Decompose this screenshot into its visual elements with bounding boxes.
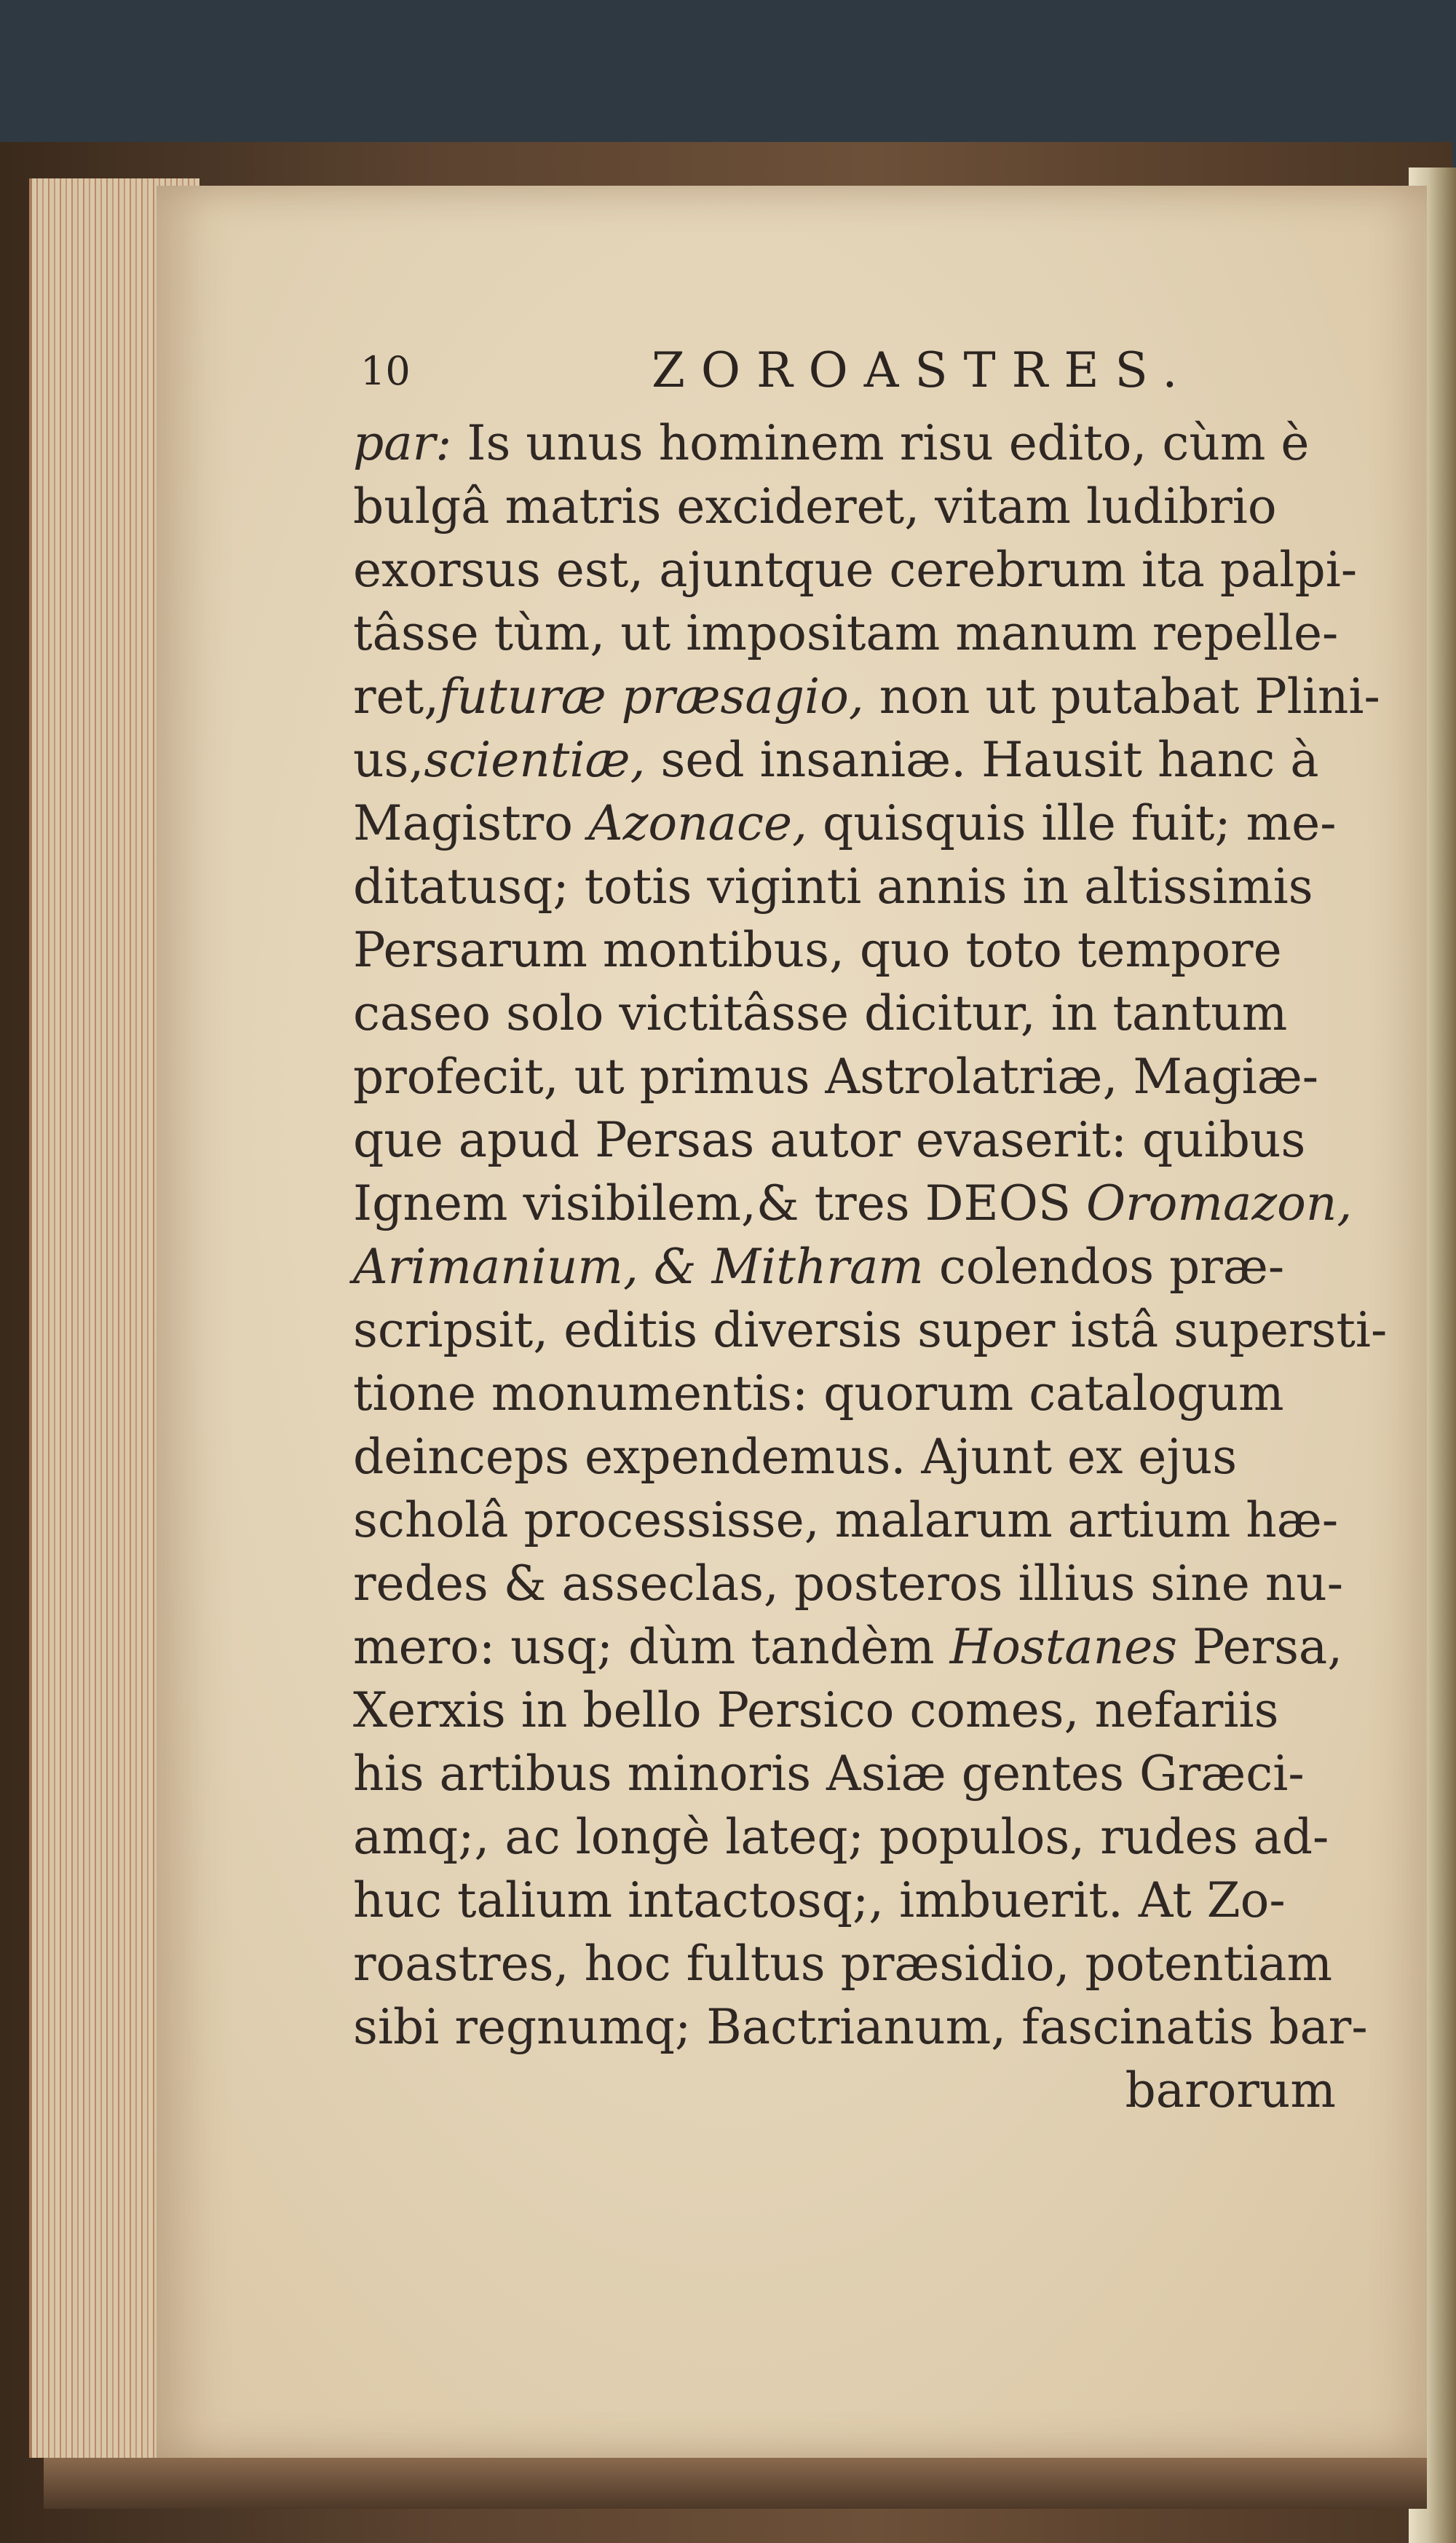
- text-line: amq;, ac longè lateq; populos, rudes ad-: [353, 1809, 1329, 1865]
- text-line: [353, 792, 1365, 855]
- text-line: [353, 665, 1380, 728]
- page-number: 10: [360, 348, 411, 394]
- text-line: [353, 728, 1365, 792]
- text-line: tione monumentis: quorum catalogum: [353, 1365, 1284, 1422]
- text-line: [353, 411, 1365, 475]
- text-line: huc talium intactosq;, imbuerit. At Zo-: [353, 1872, 1286, 1928]
- text-line: scholâ processisse, malarum artium hæ-: [353, 1492, 1339, 1548]
- text-line: deinceps expendemus. Ajunt ex ejus: [353, 1429, 1238, 1485]
- text-fragment: non ut putabat Plini-: [863, 669, 1380, 725]
- text-fragment: Azonace,: [587, 795, 807, 851]
- text-fragment: futuræ præsagio,: [439, 669, 864, 725]
- text-line: [353, 1235, 1365, 1298]
- page-header: [360, 342, 1194, 408]
- text-line: scripsit, editis diversis super istâ supersti-: [353, 1302, 1388, 1358]
- text-fragment: Oromazon,: [1086, 1175, 1353, 1231]
- text-line: [353, 1172, 1365, 1235]
- text-line: exorsus est, ajuntque cerebrum ita palpi-: [353, 542, 1358, 598]
- cover-bottom-edge: [44, 2458, 1427, 2509]
- text-fragment: Persa,: [1177, 1619, 1343, 1675]
- text-line: bulgâ matris excideret, vitam ludibrio: [353, 478, 1277, 535]
- text-fragment: Is unus hominem risu edito, cùm è: [451, 415, 1310, 471]
- text-fragment: colendos præ-: [923, 1239, 1285, 1295]
- text-fragment: Mithram: [711, 1239, 924, 1295]
- text-fragment: Arimanium,: [353, 1239, 638, 1295]
- text-line: roastres, hoc fultus præsidio, potentiam: [353, 1936, 1333, 1992]
- text-line: sibi regnumq; Bactrianum, fascinatis bar-: [353, 1999, 1368, 2055]
- text-fragment: ret,: [353, 669, 440, 725]
- text-fragment: quisquis ille fuit; me-: [807, 795, 1337, 851]
- text-line: his artibus minoris Asiæ gentes Græci-: [353, 1746, 1305, 1802]
- text-line: tâsse tùm, ut impositam manum repelle-: [353, 605, 1339, 661]
- text-line: Persarum montibus, quo toto tempore: [353, 922, 1282, 978]
- text-line: redes & asseclas, posteros illius sine nu-: [353, 1556, 1344, 1612]
- text-line: ditatusq; totis viginti annis in altissimis: [353, 859, 1313, 915]
- text-line: que apud Persas autor evaserit: quibus: [353, 1112, 1306, 1168]
- text-line: [353, 1615, 1365, 1679]
- text-fragment: sed insaniæ. Hausit hanc à: [645, 732, 1319, 788]
- body-text: [353, 411, 1388, 2122]
- text-fragment: par:: [353, 415, 452, 471]
- text-fragment: Magistro: [353, 795, 588, 851]
- text-fragment: Hostanes: [949, 1619, 1178, 1675]
- text-line: profecit, ut primus Astrolatriæ, Magiæ-: [353, 1049, 1319, 1105]
- text-line: Xerxis in bello Persico comes, nefariis: [353, 1682, 1279, 1738]
- catchword: barorum: [1125, 2062, 1336, 2118]
- text-fragment: Ignem visibilem,& tres DEOS: [353, 1175, 1087, 1231]
- running-head: ZOROASTRES.: [652, 342, 1194, 398]
- text-line: caseo solo victitâsse dicitur, in tantum: [353, 985, 1288, 1041]
- text-fragment: us,: [353, 732, 424, 788]
- text-fragment: scientiæ,: [424, 732, 646, 788]
- text-fragment: &: [638, 1239, 712, 1295]
- text-fragment: mero: usq; dùm tandèm: [353, 1619, 950, 1675]
